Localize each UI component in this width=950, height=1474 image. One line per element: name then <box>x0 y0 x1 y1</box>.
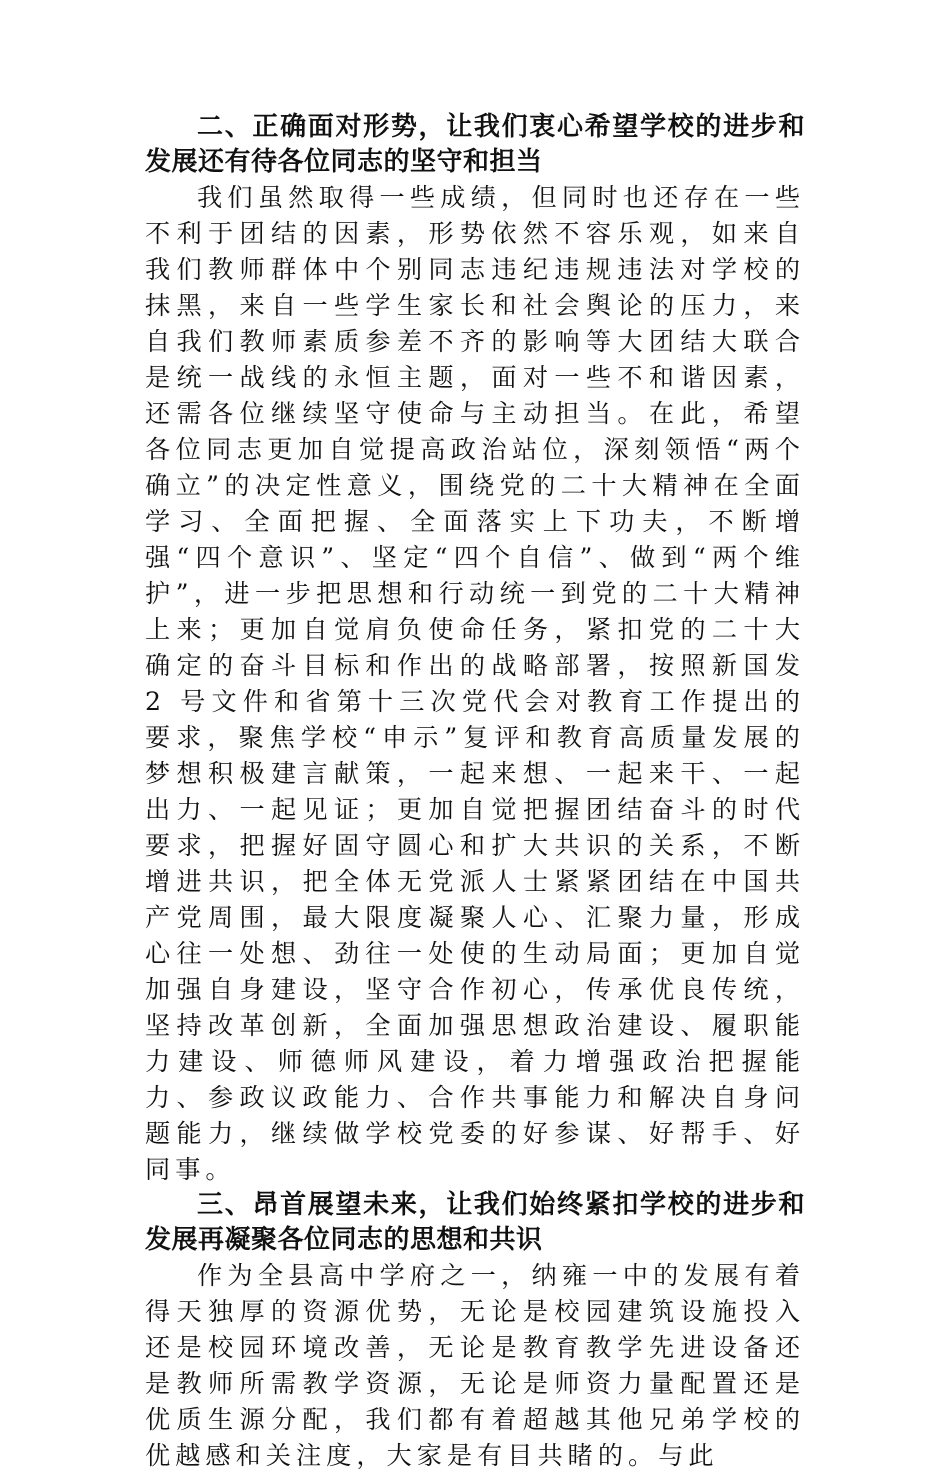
section-paragraph-3: 作为全县高中学府之一，纳雍一中的发展有着得天独厚的资源优势，无论是校园建筑设施投入还是校园环境改善，无论是教育教学先进设备还是教师所需教学资源，无论是师资力量配置还是优质生源分配，我们都有着超越其他兄弟学校的优越感和关注度，大家是有目共睹的。与此 <box>145 1261 805 1470</box>
section-paragraph-2: 我们虽然取得一些成绩，但同时也还存在一些不利于团结的因素，形势依然不容乐观，如来自我们教师群体中个别同志违纪违规违法对学校的抹黑，来自一些学生家长和社会舆论的压力，来自我们教师素质参差不齐的影响等大团结大联合是统一战线的永恒主题，面对一些不和谐因素，还需各位继续坚守使命与主动担当。在此，希望各位同志更加自觉提高政治站位，深刻领悟“两个确立”的决定性意义，围绕党的二十大精神在全面学习、全面把握、全面落实上下功夫，不断增强“四个意识”、坚定“四个自信”、做到“两个维护”，进一步把思想和行动统一到党的二十大精神上来；更加自觉肩负使命任务，紧扣党的二十大确定的奋斗目标和作出的战略部署，按照新国发 2 号文件和省第十三次党代会对教育工作提出的要求，聚焦学校“申示”复评和教育高质量发展的梦想积极建言献策，一起来想、一起来干、一起出力、一起见证；更加自觉把握团结奋斗的时代要求，把握好固守圆心和扩大共识的关系，不断增进共识，把全体无党派人士紧紧团结在中国共产党周围，最大限度凝聚人心、汇聚力量，形成心往一处想、劲往一处使的生动局面；更加自觉加强自身建设，坚守合作初心，传承优良传统，坚持改革创新，全面加强思想政治建设、履职能力建设、师德师风建设，着力增强政治把握能力、参政议政能力、合作共事能力和解决自身问题能力，继续做学校党委的好参谋、好帮手、好同事。 <box>145 183 805 1184</box>
document-page <box>145 110 805 1474</box>
section-heading-2: 二、正确面对形势，让我们衷心希望学校的进步和发展还有待各位同志的坚守和担当 <box>145 112 805 177</box>
section-heading-3: 三、昂首展望未来，让我们始终紧扣学校的进步和发展再凝聚各位同志的思想和共识 <box>145 1190 805 1255</box>
